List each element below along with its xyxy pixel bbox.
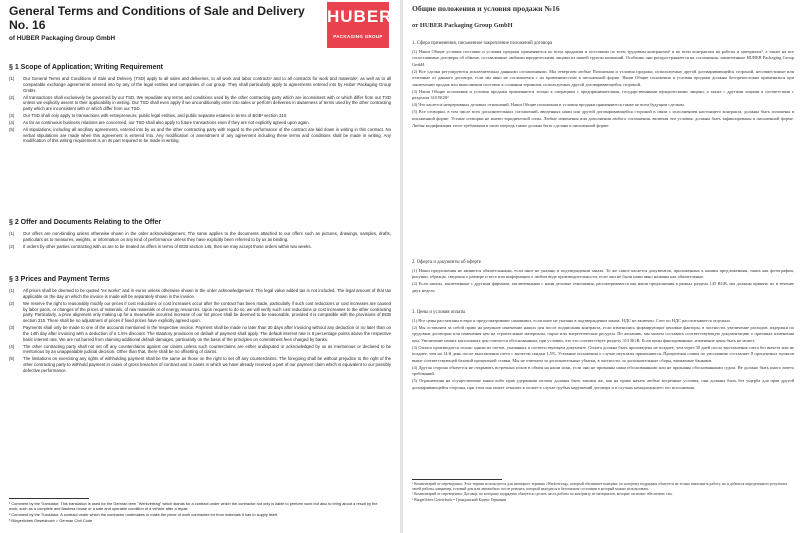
company-name-ru: от HUBER Packaging Group GmbH bbox=[412, 22, 513, 29]
clause-number: (5) bbox=[9, 126, 15, 132]
clause-text: The limitations on exercising any rights of withholding payment shall be the same as those on the right to set off any counterclaims. The foregoing shall be without prejudice to the right of the other contracting party to withhold payment in cases of gross breaches of contract and in cases in which we have already received a part of our payment claim which is equivalent to our possibly defective performance. bbox=[23, 356, 391, 373]
clause-number: (1) bbox=[9, 76, 15, 81]
footnote: ² Комментарий от переводчика: Договор, по которому подрядчик обязуется сделать часть работы по контракту из материалов, которые он может обеспечить сам. bbox=[412, 492, 673, 497]
huber-logo bbox=[327, 2, 393, 48]
section-ru-3 bbox=[412, 310, 794, 392]
clause-paragraph: (2) Мы оставляем за собой право на разумное изменение наших цен после подписания контракта, если изменились формирующие ценовые факторы, в частности, увеличение расходов, издержки по трудовым договорам или изменения цен на строительные материалы, сырье или энергетические ресурсы. По желанию, мы можем составить соответствующую документацию о причинах изменения цен. Увеличение наших каталожных цен считается обоснованным, при условии, что это соответствует разделу 315 BGB. Если цены фиксированные, изменение цены быть не может. bbox=[412, 324, 794, 343]
footnotes-ru bbox=[412, 482, 794, 503]
clause-text: Our General Terms and Conditions of Sale and Delivery (TSD) apply to all sales and deliveries, to all work and labor contracts¹ and to all contracts for work and materials², as well as to all comparable exchange agreements entered into by any of the legal entities and companies of our group. They shall particularly apply to agreements entered into by Huber Packaging Group GmbH. bbox=[23, 76, 391, 93]
footnote: ² Comment by the Translator: A contract under which the contractor undertakes to make the piece of work contracted for from materials it has to supply itself. bbox=[9, 512, 279, 517]
clause-text: If orders by other parties contracting with us are to be treated as offers in terms of BGB section 145, then we may accept those orders within two weeks. bbox=[23, 243, 312, 249]
clause-item bbox=[9, 231, 391, 243]
clause-text: We reserve the right to reasonably modify our prices if cost reductions or cost increases occur after the contract has been made, particularly if such cost reductions or cost increases are caused by labor pacts, or changes of the prices of materials, of raw materials or of energy resources. Upon request to do so, we will verify such cost reductions or cost increases to the other contracting party. Particularly, a price alignment only making up for a meanwhile occurred increase of our list prices shall be deemed to be reasonable, provided it is compatible with the provisions of BGB section 315. There shall be no adjustment of prices if fixed prices have explicitly agreed upon. bbox=[23, 300, 391, 324]
clause-number: (2) bbox=[9, 300, 15, 306]
clause-paragraph: (4) Что касается непрерывных деловых отношений, Наши Общие положения и условия продажи применяются также ко всем будущим сделкам. bbox=[412, 102, 685, 108]
clause-paragraph: (5) Ограничения на осуществление каких-либо прав удержания оплаты должны быть такими же, как на право начать любые встречные условия, они должны быть без ущерба для прав другой договаривающейся стороны, при этом она может отказать в оплате в случае грубых нарушений договора и в случаях ненадлежащего его исполнения. bbox=[412, 378, 794, 390]
footnote-rule-en bbox=[9, 498, 89, 499]
clause-paragraph: (5) Все оговорки, в том числе всех дополнительных соглашений, введенных нами или другой договаривающейся стороной в связи с исполнением настоящего контракта, должны быть изложены в письменной форме. Устные оговорки не имеют юридической силы. Любые изменения или дополнения любого соглашения, включая эти условия, должны быть зафиксированы в письменной форме. Любая модификация этого требования в свою очередь также должна быть сделана в письменной форме. bbox=[412, 109, 794, 128]
clause-text: All stipulations, including all ancillary agreements, entered into by us and the other contracting party with regard to the performance of the contract are laid down in writing in this contract. No verbal stipulations are made when this agreement is entered into. Any modification or amendment of any agreement including these terms and conditions shall be made in writing. Any modification of this writing requirement is on its part required to be made in writing. bbox=[23, 126, 391, 144]
footnote: ³ Bürgerliches Gesetzbuch = German Civil Code bbox=[9, 518, 93, 523]
footnote: ¹ Комментарий от переводчика: Этот термин используется для немецкого термина «Werkvertrag», который обозначает контракт, по которому подрядчик обязуется не только выполнить работу, но и добиться определенного результата своей работы, например, готовый дом или автомобиль после ремонта, который находится в безопасном состоянии в который можно использовать. bbox=[412, 482, 788, 492]
clause-list bbox=[9, 76, 391, 144]
document-title-ru: Общие положения и условия продажи №16 bbox=[412, 4, 560, 13]
clause-number: (3) bbox=[9, 113, 15, 119]
clause-text: Our TSD shall only apply to transactions with entrepreneurs, public legal entities, and public separate estates in terms of BGB³ section 310. bbox=[23, 113, 288, 119]
clause-number: (4) bbox=[9, 343, 15, 349]
clause-item bbox=[9, 120, 391, 126]
clause-item bbox=[9, 95, 391, 113]
clause-text: Our offers are non-binding unless otherwise shown in the order acknowledgement. The same applies to the documents attached to our offers such as pictures, drawings, samples, drafts, particulars as to measures, weights, or information on any kind of performance unless they have explicitly been referred to by us as binding. bbox=[23, 231, 391, 242]
clause-item bbox=[9, 344, 391, 356]
clause-paragraph: (4) Другая сторона обязуется не открывать встречных исков в обмен на наши иски, если они не признаны нами обоснованными или не признаны обоснованными судом. Не должно быть иного зачета требований. bbox=[412, 364, 794, 377]
clause-paragraph: (2) Если заказы, заключенные с другими фирмами, заключенными с нами деловые отношения, рассматриваются как наши предложения в рамках раздела 145 BGB, мы должны принять их в течение двух недель. bbox=[412, 281, 794, 293]
clause-list bbox=[9, 288, 391, 374]
clause-item bbox=[9, 301, 391, 324]
clause-item bbox=[9, 76, 391, 94]
clause-number: (3) bbox=[9, 325, 15, 331]
clause-number: (1) bbox=[9, 231, 15, 236]
footnote-rule-ru bbox=[412, 479, 502, 480]
clause-number: (2) bbox=[9, 94, 15, 100]
clause-item bbox=[9, 325, 391, 343]
clause-item bbox=[9, 244, 391, 250]
clause-number: (2) bbox=[9, 243, 15, 249]
clause-number: (5) bbox=[9, 356, 15, 362]
footnotes-en bbox=[9, 501, 387, 524]
section-heading: § 2 Offer and Documents Relating to the Offer bbox=[9, 219, 162, 226]
company-name-en: of HUBER Packaging Group GmbH bbox=[9, 35, 116, 42]
clause-item bbox=[9, 127, 391, 145]
section-heading: 1. Сфера применения, письменное закрепление положений договора bbox=[412, 41, 553, 46]
clause-text: The other contracting party shall not set off any counterclaims against our claims unless such counterclaims are either undisputed or acknowledged by us as meritorious or declared to be meritorious by an unappealable judicial decision. Other than that, there shall be no offsetting of claims. bbox=[23, 343, 391, 355]
russian-page bbox=[403, 0, 800, 533]
clause-paragraph: (1) Все цены рассчитаны в евро и предусматривают самовывоз, если иное не указано в подтверждении заказа. НДС не включен. Счет по НДС рассчитывается отдельно. bbox=[412, 317, 731, 323]
section-en-2 bbox=[9, 218, 391, 251]
clause-text: As far as continuous business relations are concerned, our TSD shall also apply to future transactions even if they are not explicitly agreed upon again. bbox=[23, 119, 310, 125]
clause-number: (4) bbox=[9, 119, 15, 125]
section-heading: § 3 Prices and Payment Terms bbox=[9, 276, 110, 283]
clause-paragraph: (2) Все сделки регулируются исключительно данными соглашениями. Мы отвергаем любые Положения и условия продажи, используемые другой договаривающейся стороной, несовместимые или отличные от данного договора, если мы явно не соглашаемся с их применимостью в письменной форме. Наши Общие положения и условия продажи должны беспрекословно применяться при заключении продаж или выполнении поставок в сознании терминов, используемых другой договаривающейся стороной. bbox=[412, 68, 794, 87]
clause-paragraph: (1) Наши Общие условия поставки и условия продажи применяются ко всем продажам и поставкам по всем трудовым контрактам¹ и ко всем контрактам на работы и материалы², а также на все сопоставимые договоры об обмене, составленные любыми юридическими лицами из нашей группы компаний. Особенно они распространяются на соглашения, заключенные HUBER Packaging Group GmbH. bbox=[412, 48, 794, 67]
section-heading: 3. Цены и условия оплаты bbox=[412, 310, 466, 315]
clause-paragraph: (3) Оплата производится только одним из счетов, указанных в соответствующем документе. Оплата должна быть произведена не позднее, чем через 30 дней после выставления счета без вычета или не позднее, чем на 14-й день после выставления счета с вычетом скидки 1,5%. Уставные положения о случае неуплаты применяются. Процентная ставка по умолчанию составляет 8 процентных пунктов выше соответствующей базовой процентной ставки. Мы не отвечаем за дополнительные убытки, в частности, за дополнительные сборы, взимаемые банками. bbox=[412, 344, 794, 363]
clause-paragraph: (3) Наши Общие положения и условия продажи применяются только к операциям с предпринимателями, государственными юридическими лицами, а также с другими лицами в соответствии с разделом 310 BGB³ bbox=[412, 88, 794, 101]
section-heading: 2. Оферта и документы об оферте bbox=[412, 260, 482, 265]
footnote: ¹ Comment by the Translator: This translation is used for the German term "Werkvertrag" which stands for a contract under which the contractor not only is liable to perform work but also to bring about a result by the work, such as a complete and flawless house or a safe and operable condition of a vehicle after a repair. bbox=[9, 501, 378, 511]
section-ru-1 bbox=[412, 41, 794, 130]
clause-item bbox=[9, 356, 391, 374]
clause-item bbox=[9, 288, 391, 300]
clause-text: Payments shall only be made to one of the accounts mentioned in the respective invoice. Payment shall be made no later than 30 days after invoicing without any deduction or no later than on the 14th day after invoicing with a deduction of a 1.5% discount. The statutory provisions on default of payment shall apply. The default interest rate is 8 percentage points above the respective basic interest rate. We are not barred from claiming additional default damages, particularly on the basis of the principles on commitment fees charged by banks. bbox=[23, 325, 391, 342]
logo-wordmark: HUBER bbox=[327, 7, 393, 26]
clause-text: All prices shall be deemed to be quoted "ex works" and in euros unless otherwise shown in the order acknowledgement. The legal value added tax is not included. The legal amount of that tax applicable on the day on which the invoice is made will be separately shown in the invoice. bbox=[23, 288, 391, 299]
section-ru-2 bbox=[412, 260, 794, 295]
section-en-1 bbox=[9, 63, 391, 145]
section-heading: § 1 Scope of Application; Writing Requirement bbox=[9, 64, 164, 71]
clause-paragraph: (1) Наши предложения не являются обязательными, если иное не указано в подтверждении заказа. То же самое касается документов, приложенных к нашим предложениям, таких как фотографии, рисунки, образцы, сведения о размере и весе или информации о любом виде производительности, если они не были нами явно названы как обязательные. bbox=[412, 267, 794, 280]
clause-item bbox=[9, 113, 391, 119]
clause-list bbox=[9, 231, 391, 250]
footnote: ³ Bürgerliches Gesetzbuch = Гражданский Кодекс Германии bbox=[412, 497, 507, 502]
section-en-3 bbox=[9, 275, 391, 375]
clause-text: All transactions shall exclusively be governed by our TSD. We repudiate any terms and conditions used by the other contracting party which are inconsistent with or which differ from our TSD unless we explicitly assent to their applicability in writing. Our TSD shall even apply if we unconditionally enter into sales or perform deliveries in awareness of terms used by the other contracting party which are inconsistent with or which differ from our TSD. bbox=[23, 94, 391, 112]
document-title-en: General Terms and Conditions of Sale and Delivery No. 16 bbox=[9, 4, 305, 32]
logo-subtitle: PACKAGING GROUP bbox=[333, 34, 383, 39]
clause-number: (1) bbox=[9, 288, 15, 293]
